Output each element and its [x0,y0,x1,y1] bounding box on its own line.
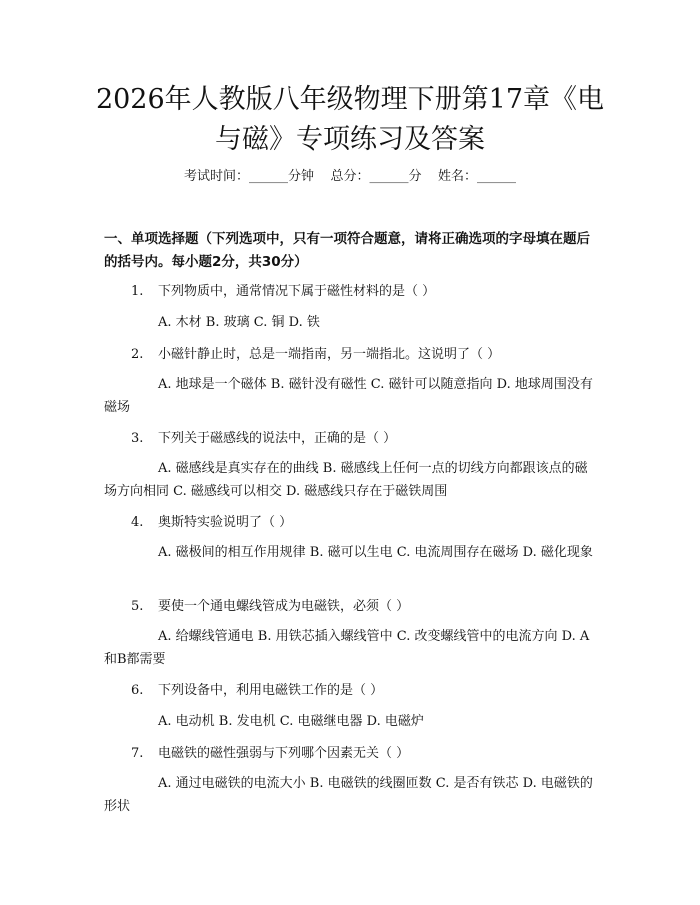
question-2-options: A. 地球是一个磁体 B. 磁针没有磁性 C. 磁针可以随意指向 D. 地球周围没有磁场 [104,377,593,415]
section-heading-single-choice: 一、单项选择题（下列选项中，只有一项符合题意，请将正确选项的字母填在题后的括号内。每小题2分，共30分） [104,231,590,270]
document-title: 2026年人教版八年级物理下册第17章《电与磁》专项练习及答案 [95,84,605,155]
question-number: 3. [131,431,144,446]
question-1 [131,282,591,302]
question-1-options: A. 木材 B. 玻璃 C. 铜 D. 铁 [158,315,320,330]
question-6 [131,681,591,701]
question-2 [131,345,591,365]
question-4-options: A. 磁极间的相互作用规律 B. 磁可以生电 C. 电流周围存在磁场 D. 磁化现象 [158,545,593,560]
question-number: 4. [131,515,144,530]
question-text: 下列物质中，通常情况下属于磁性材料的是（ ） [158,284,436,299]
question-3-options: A. 磁感线是真实存在的曲线 B. 磁感线上任何一点的切线方向都跟该点的磁场方向相同 C. 磁感线可以相交 D. 磁感线只存在于磁铁周围 [104,461,588,499]
exam-info-line: 考试时间：______分钟 总分：______分 姓名：______ [183,169,517,184]
question-3 [131,429,591,449]
question-7 [131,744,591,764]
question-5-options: A. 给螺线管通电 B. 用铁芯插入螺线管中 C. 改变螺线管中的电流方向 D. A和B都需要 [104,629,590,667]
question-7-options: A. 通过电磁铁的电流大小 B. 电磁铁的线圈匝数 C. 是否有铁芯 D. 电磁铁的形状 [104,776,593,814]
question-text: 电磁铁的磁性强弱与下列哪个因素无关（ ） [158,746,410,761]
question-number: 7. [131,746,144,761]
question-text: 要使一个通电螺线管成为电磁铁，必须（ ） [158,599,410,614]
question-6-options: A. 电动机 B. 发电机 C. 电磁继电器 D. 电磁炉 [158,714,424,729]
question-4 [131,513,591,533]
question-text: 下列设备中，利用电磁铁工作的是（ ） [158,683,384,698]
question-text: 奥斯特实验说明了（ ） [158,515,293,530]
question-number: 5. [131,599,144,614]
question-5 [131,597,591,617]
question-number: 1. [131,284,144,299]
question-number: 6. [131,683,144,698]
question-text: 下列关于磁感线的说法中，正确的是（ ） [158,431,397,446]
question-number: 2. [131,347,144,362]
question-text: 小磁针静止时，总是一端指南，另一端指北。这说明了（ ） [158,347,501,362]
